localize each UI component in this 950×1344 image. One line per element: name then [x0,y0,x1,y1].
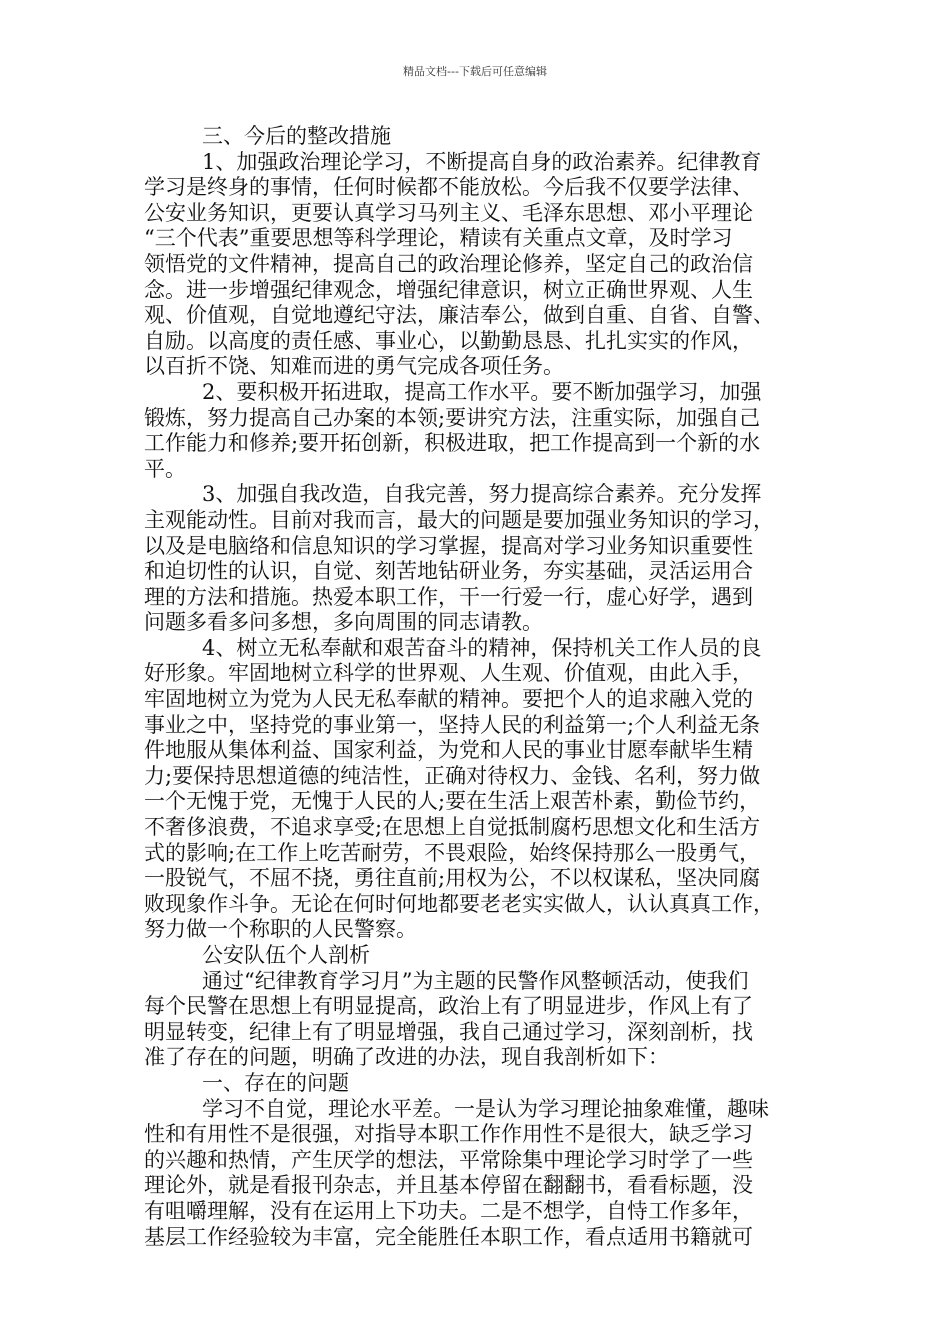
text-line: 件地服从集体利益、国家利益，为党和人民的事业甘愿奉献毕生精 [144,738,753,763]
text-line: 力;要保持思想道德的纯洁性，正确对待权力、金钱、名利，努力做 [144,763,761,788]
text-line: 工作能力和修养;要开拓创新，积极进取，把工作提高到一个新的水 [144,431,761,456]
text-line: 以及是电脑络和信息知识的学习掌握，提高对学习业务知识重要性 [144,533,753,558]
text-line: 不奢侈浪费，不追求享受;在思想上自觉抵制腐朽思想文化和生活方 [144,815,761,840]
text-line: 通过“纪律教育学习月”为主题的民警作风整顿活动，使我们 [202,968,749,993]
text-line: 好形象。牢固地树立科学的世界观、人生观、价值观，由此入手， [144,661,753,686]
text-line: 式的影响;在工作上吃苦耐劳，不畏艰险，始终保持那么一股勇气， [144,840,761,865]
text-line: 理论外，就是看报刊杂志，并且基本停留在翻翻书，看看标题，没 [144,1173,753,1198]
text-line: 以百折不饶、知难而进的勇气完成各项任务。 [144,354,564,379]
text-line: 三、今后的整改措施 [202,124,391,148]
text-line: 1、加强政治理论学习，不断提高自身的政治素养。纪律教育 [202,149,762,174]
text-line: 性和有用性不是很强，对指导本职工作作用性不是很大，缺乏学习 [144,1122,753,1147]
text-line: 领悟党的文件精神，提高自己的政治理论修养，坚定自己的政治信 [144,251,753,276]
text-line: 观、价值观，自觉地遵纪守法，廉洁奉公，做到自重、自省、自警、 [144,303,774,328]
text-line: 牢固地树立为党为人民无私奉献的精神。要把个人的追求融入党的 [144,687,753,712]
text-line: 3、加强自我改造，自我完善，努力提高综合素养。充分发挥 [202,482,762,507]
text-line: 事业之中，坚持党的事业第一，坚持人民的利益第一;个人利益无条 [144,712,761,737]
text-line: 准了存在的问题，明确了改进的办法，现自我剖析如下： [144,1045,669,1070]
text-line: 主观能动性。目前对我而言，最大的问题是要加强业务知识的学习， [144,507,774,532]
text-line: 念。进一步增强纪律观念，增强纪律意识，树立正确世界观、人生 [144,277,753,302]
text-line: 一股锐气，不屈不挠，勇往直前;用权为公，不以权谋私，坚决同腐 [144,866,761,891]
text-line: 的兴趣和热情，产生厌学的想法，平常除集中理论学习时学了一些 [144,1147,753,1172]
text-line: 明显转变，纪律上有了明显增强，我自己通过学习，深刻剖析，找 [144,1019,753,1044]
text-line: 2、要积极开拓进取，提高工作水平。要不断加强学习，加强 [202,379,762,404]
text-line: 学习不自觉，理论水平差。一是认为学习理论抽象难懂，趣味 [202,1096,769,1121]
text-line: 一、存在的问题 [202,1070,349,1095]
page-header: 精品文档---下载后可任意编辑 [403,65,547,78]
text-line: 自励。以高度的责任感、事业心，以勤勤恳恳、扎扎实实的作风， [144,328,753,353]
text-line: 平。 [144,456,186,481]
document-body [144,124,774,1250]
text-line: 公安队伍个人剖析 [202,943,370,967]
text-line: 基层工作经验较为丰富，完全能胜任本职工作，看点适用书籍就可 [144,1224,753,1249]
text-line: 每个民警在思想上有明显提高，政治上有了明显进步，作风上有了 [144,994,753,1019]
text-line: 有咀嚼理解，没有在运用上下功夫。二是不想学，自恃工作多年， [144,1198,753,1223]
text-line: 锻炼，努力提高自己办案的本领;要讲究方法，注重实际，加强自己 [144,405,761,430]
text-line: 公安业务知识，更要认真学习马列主义、毛泽东思想、邓小平理论 [144,200,753,225]
text-line: 理的方法和措施。热爱本职工作，干一行爱一行，虚心好学，遇到 [144,584,753,609]
text-line: 败现象作斗争。无论在何时何地都要老老实实做人，认认真真工作， [144,891,774,916]
text-line: 问题多看多问多想，多向周围的同志请教。 [144,610,543,635]
text-line: 一个无愧于党，无愧于人民的人;要在生活上艰苦朴素，勤俭节约， [144,789,761,814]
text-line: 努力做一个称职的人民警察。 [144,917,417,942]
text-line: 和迫切性的认识，自觉、刻苦地钻研业务，夯实基础，灵活运用合 [144,559,753,584]
text-line: “三个代表”重要思想等科学理论，精读有关重点文章，及时学习 [144,226,733,251]
text-line: 4、树立无私奉献和艰苦奋斗的精神，保持机关工作人员的良 [202,635,762,660]
text-line: 学习是终身的事情，任何时候都不能放松。今后我不仅要学法律、 [144,175,753,200]
